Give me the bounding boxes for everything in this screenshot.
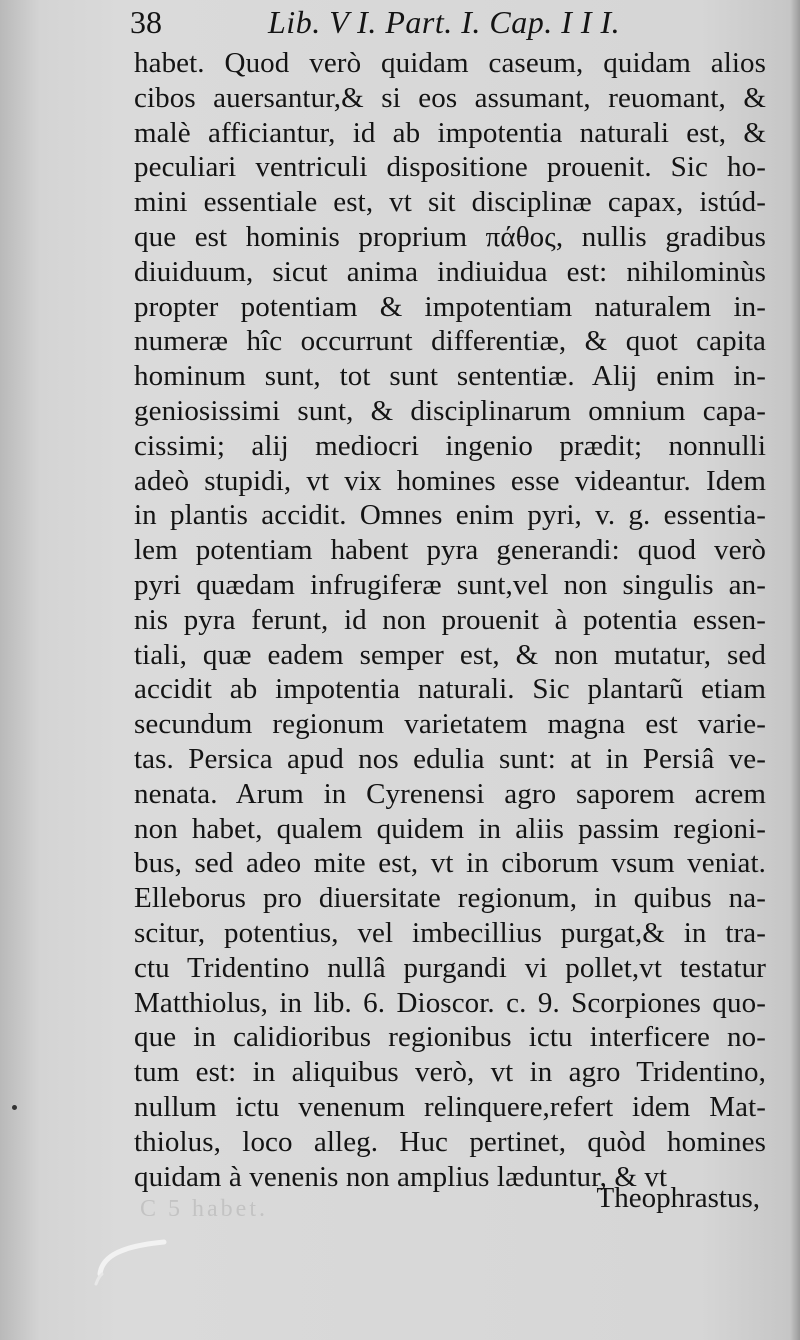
text-line: cissimi; alij mediocri ingenio prædit; nonnulli [134,429,766,462]
text-line: tiali, quæ eadem semper est, & non mutatur, sed [134,638,766,671]
text-line: habet. Quod verò quidam caseum, quidam alios [134,47,766,79]
text-line: geniosissimi sunt, & disciplinarum omnium capa- [134,394,766,427]
bleed-through-text: C 5 habet. [140,1196,268,1222]
text-line: bus, sed adeo mite est, vt in ciborum vsum veniat. [134,847,766,880]
text-line: propter potentiam & impotentiam naturalem in- [134,290,766,323]
text-line: ctu Tridentino nullâ purgandi vi pollet,vt testatur [134,951,766,984]
text-line: pyri quædam infrugiferæ sunt,vel non singulis an- [134,568,766,601]
text-line: numeræ hîc occurrunt differentiæ, & quot capita [134,325,766,358]
running-header [128,0,688,44]
text-line: secundum regionum varietatem magna est varie- [134,708,766,741]
text-line: scitur, potentius, vel imbecillius purgat,& in tra- [134,916,766,949]
paper-stain [92,1226,182,1286]
text-line: que est hominis proprium πάθος, nullis gradibus [134,220,766,253]
text-line: que in calidioribus regionibus ictu interficere no- [134,1021,766,1054]
page-number: 38 [130,4,162,40]
running-head-title: Lib. V I. Part. I. Cap. I I I. [268,4,621,40]
text-line: tas. Persica apud nos edulia sunt: at in Persiâ ve- [134,742,766,775]
text-line: adeò stupidi, vt vix homines esse videantur. Idem [134,464,766,497]
text-line: diuiduum, sicut anima indiuidua est: nihilominùs [134,255,766,288]
text-line: cibos auersantur,& si eos assumant, reuomant, & [134,81,766,114]
text-line: in plantis accidit. Omnes enim pyri, v. g. essentia- [134,499,766,532]
text-line: nis pyra ferunt, id non prouenit à potentia essen- [134,603,766,636]
text-line: mini essentiale est, vt sit disciplinæ capax, istúd- [134,186,766,219]
text-line: tum est: in aliquibus verò, vt in agro Tridentino, [134,1056,766,1089]
text-line: Elleborus pro diuersitate regionum, in quibus na- [134,882,766,915]
body-text [134,46,766,1194]
text-line: Matthiolus, in lib. 6. Dioscor. c. 9. Scorpiones quo- [134,986,766,1019]
text-line: peculiari ventriculi dispositione prouenit. Sic ho- [134,151,766,184]
text-line: quidam à venenis non amplius læduntur, & vt [134,1160,668,1193]
text-line: lem potentiam habent pyra generandi: quod verò [134,534,766,567]
catchword: Theophrastus, [596,1182,760,1214]
ink-speck [12,1105,17,1110]
text-line: non habet, qualem quidem in aliis passim regioni- [134,812,766,845]
text-line: hominum sunt, tot sunt sententiæ. Alij enim in- [134,360,766,393]
text-line: nenata. Arum in Cyrenensi agro saporem acrem [134,777,766,810]
text-line: nullum ictu venenum relinquere,refert idem Mat- [134,1090,766,1123]
text-line: thiolus, loco alleg. Huc pertinet, quòd homines [134,1125,766,1158]
text-line: malè afficiantur, id ab impotentia naturali est, & [134,116,766,149]
text-line: accidit ab impotentia naturali. Sic plantarũ etiam [134,673,766,706]
